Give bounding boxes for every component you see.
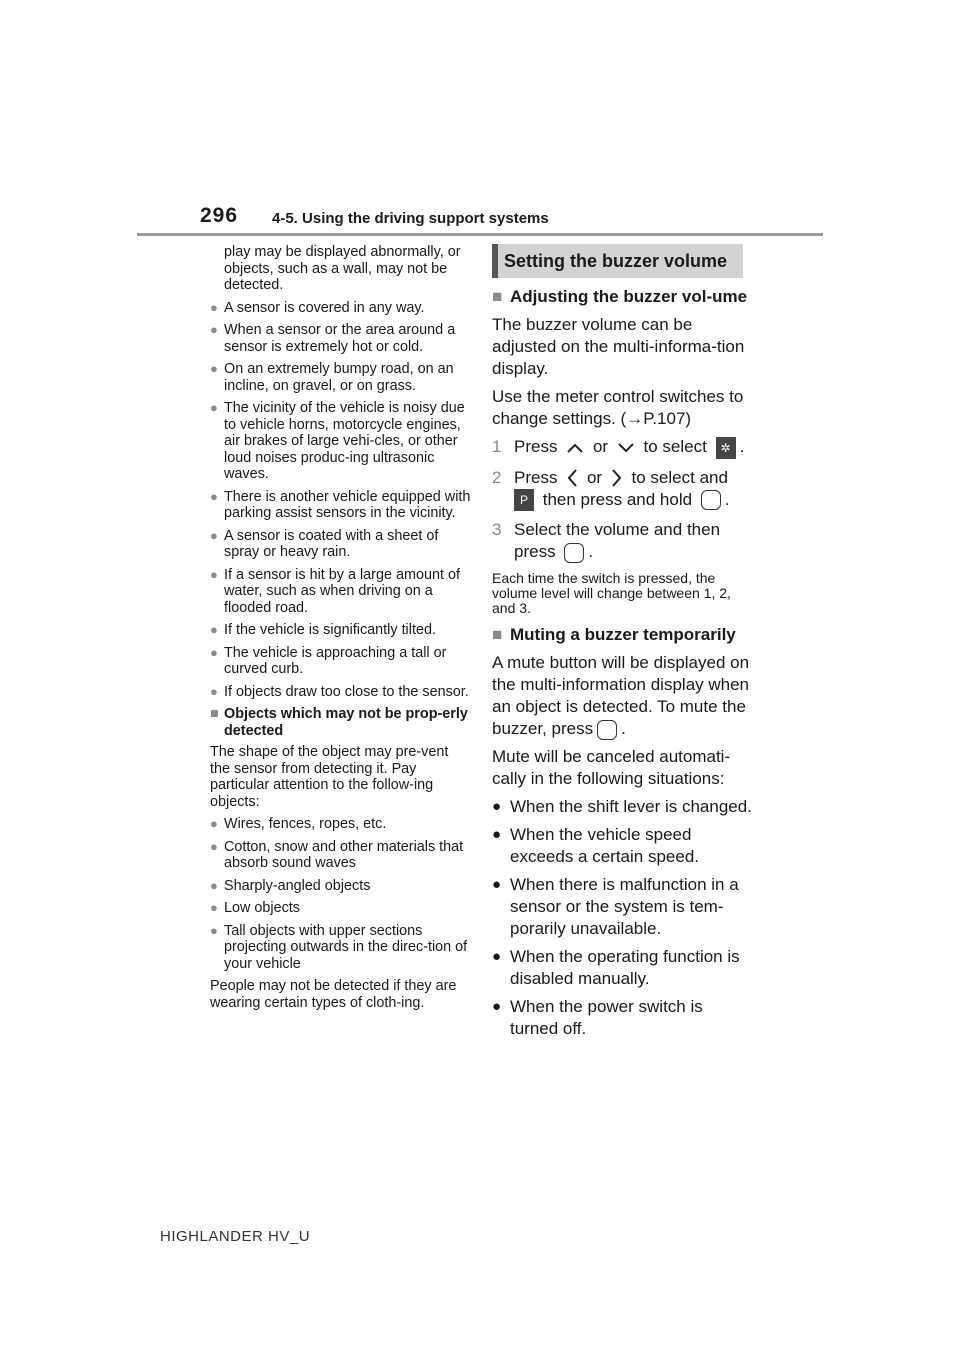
meter-para: Use the meter control switches to change settings. (→P.107) — [492, 387, 744, 428]
step-1: 1 Press or to select ✲ . — [492, 436, 754, 459]
list-item: ● Sharply-angled objects — [210, 877, 371, 894]
adjust-para: The buzzer volume can be adjusted on the multi-informa-tion display. — [492, 315, 745, 378]
subheading-adjust: ■ Adjusting the buzzer vol-ume — [492, 287, 748, 306]
mute-para: A mute button will be displayed on the multi-information display when an object is detected. To mute the buzzer, press . — [492, 653, 750, 739]
bullet-icon: ● — [492, 798, 502, 816]
list-item: ● There is another vehicle equipped with parking assist sensors in the vicinity. — [210, 488, 471, 521]
list-item: ● A sensor is coated with a sheet of spray or heavy rain. — [210, 527, 439, 560]
bullet-icon: ● — [210, 322, 218, 337]
list-item: ● When the power switch is turned off. — [492, 997, 703, 1039]
list-item: ● The vehicle is approaching a tall or curved curb. — [210, 644, 447, 677]
bullet-icon: ● — [210, 400, 218, 415]
list-item: ● When the vehicle speed exceeds a certain speed. — [492, 825, 700, 867]
intro-text: play may be displayed abnormally, or objects, such as a wall, may not be detected. — [224, 244, 461, 293]
settings-gear-icon: ✲ — [716, 437, 736, 459]
bullet-icon: ● — [210, 816, 218, 831]
cancel-para: Mute will be canceled automati-cally in the following situations: — [492, 747, 731, 789]
parking-sensor-icon: P — [514, 489, 534, 511]
bullet-icon: ● — [210, 922, 218, 938]
list-item: ● If the vehicle is significantly tilted. — [210, 622, 436, 638]
bullet-icon: ● — [210, 488, 218, 504]
left-column — [210, 244, 472, 1017]
bullet-icon: ● — [210, 566, 218, 582]
bullet-icon: ● — [210, 838, 218, 854]
step-3: 3 Select the volume and then press . — [492, 520, 721, 562]
bullet-icon: ● — [210, 299, 218, 315]
page-number: 296 — [200, 204, 239, 227]
volume-note: Each time the switch is pressed, the volume level will change between 1, 2, and 3. — [492, 570, 731, 617]
bullet-icon: ● — [492, 948, 502, 966]
bullet-list-1 — [210, 300, 472, 701]
chevron-down-icon — [617, 442, 635, 454]
chevron-up-icon — [566, 442, 584, 454]
bullet-icon: ● — [492, 998, 502, 1016]
chevron-left-icon — [566, 468, 578, 488]
list-item: ● When the operating function is disabled manually. — [492, 947, 740, 989]
section-title: 4-5. Using the driving support systems — [272, 210, 549, 227]
list-item: ● On an extremely bumpy road, on an incline, on gravel, or on grass. — [210, 361, 454, 394]
footer-model: HIGHLANDER HV_U — [160, 1228, 311, 1245]
bullet-icon: ● — [210, 900, 218, 915]
list-item: ● Wires, fences, ropes, etc. — [210, 816, 387, 832]
bullet-icon: ● — [210, 683, 218, 699]
subheading-muting: ■ Muting a buzzer temporarily — [492, 625, 736, 645]
list-item: ● When the shift lever is changed. — [492, 797, 752, 817]
list-item: ● Low objects — [210, 900, 300, 916]
people-para: People may not be detected if they are wearing certain types of cloth-ing. — [210, 978, 457, 1011]
list-item: ● Tall objects with upper sections projecting outwards in the direc-tion of your vehicle — [210, 922, 468, 972]
header-divider — [137, 233, 823, 236]
bullet-icon: ● — [210, 877, 218, 893]
bullet-icon: ● — [492, 826, 502, 844]
bullet-icon: ● — [210, 622, 218, 637]
bullet-icon: ● — [210, 361, 218, 376]
ok-button-icon — [564, 543, 584, 563]
step-2: 2 Press or to select and P then press and hold . — [492, 467, 754, 512]
ok-button-icon — [597, 720, 617, 740]
right-column — [492, 244, 754, 1046]
list-item: ● When a sensor or the area around a sensor is extremely hot or cold. — [210, 322, 456, 355]
list-item: ● A sensor is covered in any way. — [210, 299, 425, 316]
ok-button-icon — [701, 490, 721, 510]
bullet-icon: ● — [210, 527, 218, 543]
mute-cancel-list — [492, 796, 754, 1040]
list-item: ● The vicinity of the vehicle is noisy due to vehicle horns, motorcycle engines, air brakes of large vehi-cles, or other loud noises produc-ing ultrasonic waves. — [210, 400, 465, 482]
section-banner: Setting the buzzer volume — [492, 244, 743, 278]
objects-para: The shape of the object may pre-vent the sensor from detecting it. Pay particular attention to the follow-ing objects: — [210, 744, 449, 810]
list-item: ● If a sensor is hit by a large amount of water, such as when driving on a flooded road. — [210, 566, 460, 616]
list-item: ● Cotton, snow and other materials that absorb sound waves — [210, 838, 464, 871]
bullet-icon: ● — [492, 876, 502, 894]
bullet-list-2 — [210, 816, 472, 972]
list-item: ● When there is malfunction in a sensor or the system is tem-porarily unavailable. — [492, 875, 739, 939]
chevron-right-icon — [611, 468, 623, 488]
subheading-objects: ■ Objects which may not be prop-erly detected — [210, 706, 468, 739]
bullet-icon: ● — [210, 644, 218, 660]
list-item: ● If objects draw too close to the sensor. — [210, 683, 469, 700]
